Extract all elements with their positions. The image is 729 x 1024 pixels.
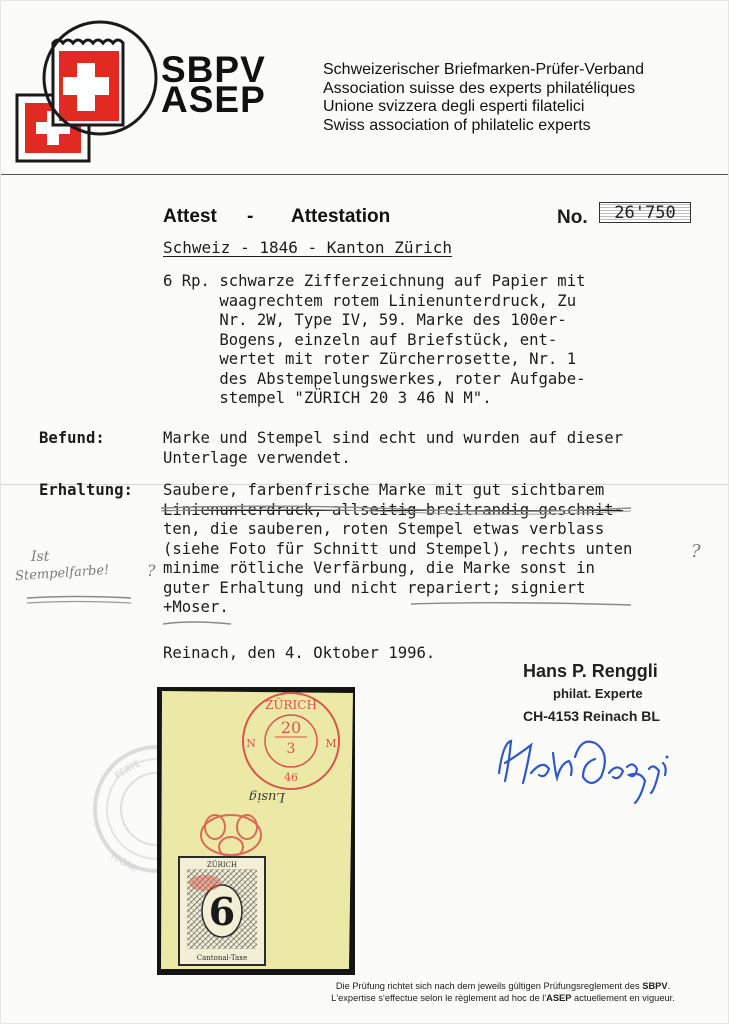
org-name-de: Schweizerischer Briefmarken-Prüfer-Verband <box>323 61 645 78</box>
postmark-right-letter: M <box>325 737 337 750</box>
pencil-question-left: ? <box>147 561 156 580</box>
footer-text: actuellement en vigueur. <box>571 993 675 1003</box>
stamp-bottom-text: Cantonal-Taxe <box>196 954 248 962</box>
footer-line-de <box>283 980 723 992</box>
footer-text: L'expertise s'effectue selon le règlement ad hoc de l' <box>331 993 547 1003</box>
title-attestation: Attestation <box>291 206 391 227</box>
org-abbreviation <box>161 49 266 120</box>
expert-title: philat. Experte <box>553 686 643 701</box>
erhaltung-line: (siehe Foto für Schnitt und Stempel), rechts unten <box>163 539 633 558</box>
title-attest: Attest <box>163 206 217 227</box>
erhaltung-line: +Moser. <box>163 598 229 616</box>
description-line: waagrechtem rotem Linienunterdruck, Zu <box>163 291 577 310</box>
stamp-top-text: ZÜRICH <box>206 861 238 869</box>
postmark-town: ZÜRICH <box>265 698 317 712</box>
erhaltung-line: minime rötliche Verfärbung, die Marke sonst in <box>163 559 595 577</box>
description-line: des Abstempelungswerkes, roter Aufgabe- <box>163 369 586 388</box>
pencil-note-underline <box>25 593 135 607</box>
description-line: 6 Rp. schwarze Zifferzeichnung auf Papier mit <box>163 272 586 290</box>
footer-line-fr <box>283 992 723 1004</box>
place-and-date: Reinach, den 4. Oktober 1996. <box>163 644 436 662</box>
org-name-fr: Association suisse des experts philatéliques <box>323 79 636 97</box>
abbr-asep: ASEP <box>161 79 266 120</box>
sbpv-logo <box>13 15 163 165</box>
pencil-underlines <box>161 499 631 629</box>
footer-text: Die Prüfung richtet sich nach dem jeweils gültigen Prüfungsreglement des <box>335 981 643 991</box>
header-divider <box>1 174 728 175</box>
footer-bold: ASEP <box>546 993 572 1003</box>
postmark-day: 20 <box>280 718 302 737</box>
org-name-it: Unione svizzera degli esperti filatelici <box>323 98 585 115</box>
footer-bold: SBPV <box>642 981 668 991</box>
expert-signature <box>491 723 681 813</box>
pencil-note-stempelfarbe: Stempelfarbe! <box>14 562 110 585</box>
erhaltung-label: Erhaltung: <box>39 481 133 499</box>
certificate-number-value: 26'750 <box>599 202 691 223</box>
title-dash: - <box>247 206 254 227</box>
erhaltung-line: Saubere, farbenfrische Marke mit gut sichtbarem <box>163 481 605 499</box>
stamp-image <box>179 857 265 965</box>
befund-label: Befund: <box>39 429 105 447</box>
certificate-number-label: No. <box>557 207 588 228</box>
svg-text:TEGNE: TEGNE <box>107 850 139 875</box>
pencil-note-ist: Ist <box>31 549 50 565</box>
org-name-en: Swiss association of philatelic experts <box>323 116 591 134</box>
footer-text: . <box>667 981 671 991</box>
svg-text:PERTE: PERTE <box>113 758 143 782</box>
stamp-description <box>163 272 585 409</box>
postmark-year: 46 <box>284 771 298 784</box>
befund-text <box>163 429 623 468</box>
certificate-subject: Schweiz - 1846 - Kanton Zürich <box>163 238 452 257</box>
postmark-month: 3 <box>286 741 296 757</box>
erhaltung-line: guter Erhaltung und nicht repariert; signiert <box>163 578 586 597</box>
description-line: Nr. 2W, Type IV, 59. Marke des 100er- <box>163 311 567 329</box>
erhaltung-line: ten, die sauberen, roten Stempel etwas verblass <box>163 520 605 538</box>
description-line: stempel "ZÜRICH 20 3 46 N M". <box>163 389 492 407</box>
stamp-value: 6 <box>208 889 236 934</box>
cover-handwriting: Lusig <box>248 789 285 804</box>
large-stamp-icon <box>53 40 123 125</box>
pencil-question-right: ? <box>691 541 701 562</box>
org-names <box>323 61 644 135</box>
abbr-sbpv: SBPV <box>161 49 266 90</box>
postmark-left-letter: N <box>246 737 256 750</box>
erhaltung-line: Linienunterdruck, allseitig breitrandig geschnit- <box>163 500 624 519</box>
description-line: Bogens, einzeln auf Briefstück, ent- <box>163 330 558 349</box>
befund-line: Unterlage verwendet. <box>163 448 351 467</box>
befund-line: Marke und Stempel sind echt und wurden auf dieser <box>163 429 624 447</box>
description-line: wertet mit roter Zürcherrosette, Nr. 1 <box>163 350 577 368</box>
stamp-photo <box>157 687 355 975</box>
expert-address: CH-4153 Reinach BL <box>523 708 660 724</box>
footer-note <box>283 980 723 1004</box>
expert-name: Hans P. Renggli <box>523 661 658 681</box>
